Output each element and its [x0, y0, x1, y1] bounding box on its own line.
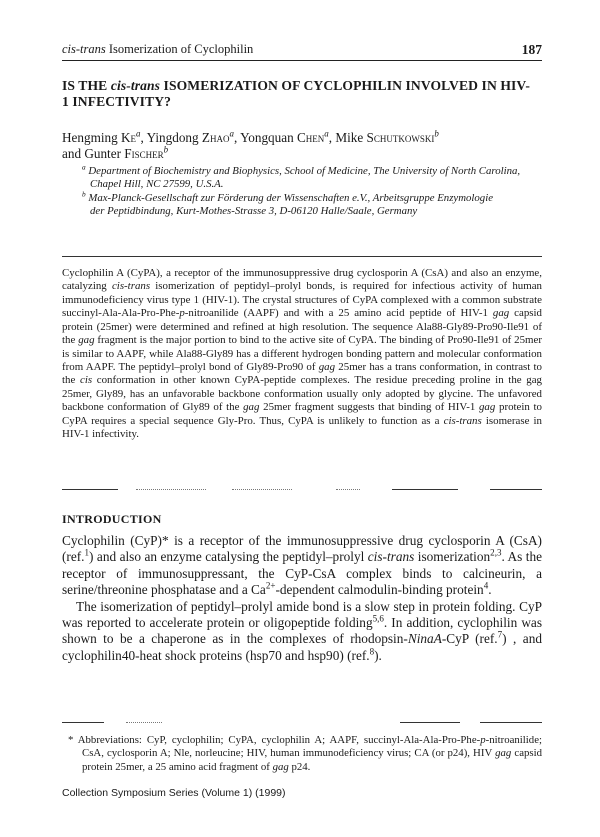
- abstract-top-rule: [62, 256, 542, 257]
- intro-paragraph-2: The isomerization of peptidyl–prolyl amide bond is a slow step in protein folding. CyP was reported to accelerate protein or oligopeptide folding$^{5,6}$. In addition, cyclophilin was shown to be a chaperone as in the complexes of rhodopsin-NinaA-CyP (ref.$^7$) , and cyclophilin40-heat shock proteins (hsp70 and hsp90) (ref.$^8$).: [62, 598, 543, 663]
- affiliations: [82, 162, 542, 219]
- author-list: Hengming Ke$^a$, Yingdong Zhao$^a$, Yongquan Chen$^a$, Mike Schutkowski$^b$ and Gunter Fischer$^b$: [62, 128, 439, 161]
- author-zhao: Yingdong Zhao$^a$: [146, 128, 234, 145]
- abstract-bottom-rule-5: [392, 489, 458, 490]
- intro-paragraph-1: Cyclophilin (CyP)* is a receptor of the immunosuppressive drug cyclosporin A (CsA) (ref.$^1$) and also an enzyme catalysing the peptidyl–prolyl cis-trans isomerization$^{2,3}$. As the receptor of immunosuppressant, the CyP-CsA complex binds to calcineurin, a serine/threonine phosphatase and a $Ca^{2+}$-dependent calmodulin-binding protein$^4$.: [62, 533, 542, 598]
- section-heading-introduction: INTRODUCTION: [62, 512, 162, 526]
- article-title: IS THE cis-trans ISOMERIZATION OF CYCLOPHILIN INVOLVED IN HIV-1 INFECTIVITY?: [62, 78, 530, 109]
- affiliation-a: $^a$ Department of Biochemistry and Biophysics, School of Medicine, The University of North Carolina, Chapel Hill, NC 27599, U.S.A.: [82, 162, 521, 191]
- page-footer: Collection Symposium Series (Volume 1) (1999): [62, 787, 286, 799]
- abstract-bottom-rule-3: [232, 489, 292, 490]
- abstract-bottom-rule-6: [490, 489, 542, 490]
- affiliation-b: $^b$ Max-Planck-Gesellschaft zur Förderung der Wissenschaften e.V., Arbeitsgruppe Enzymologie der Peptidbindung, Kurt-Mothes-Strasse 3, D-06120 Halle/Saale, Germany: [82, 189, 493, 218]
- footnote-rule-2: [126, 722, 162, 723]
- abstract-bottom-rule-2: [136, 489, 206, 490]
- footnote-abbreviations: * Abbreviations: CyP, cyclophilin; CyPA, cyclophilin A; AAPF, succinyl-Ala-Ala-Pro-Phe-p-nitroanilide; CsA, cyclosporin A; Nle, norleucine; HIV, human immunodeficiency virus; CA (or p24), HIV gag capsid protein 25mer, a 25 amino acid fragment of gag p24.: [68, 734, 542, 773]
- introduction-body: [62, 533, 542, 664]
- abstract: [62, 267, 542, 441]
- abstract-text: Cyclophilin A (CyPA), a receptor of the immunosuppressive drug cyclosporin A (CsA) and also an enzyme, catalyzing cis-trans isomerization of peptidyl–prolyl bonds, is required for infectious activity of human immunodeficiency virus type 1 (HIV-1). The crystal structures of CyPA complexed with a common substrate succinyl-Ala-Ala-Pro-Phe-p-nitroanilide (AAPF) and with a 25 amino acid peptide of HIV-1 gag capsid protein (25mer) were determined and refined at high resolution. The sequence Ala88-Gly89-Pro90-Ile91 of the gag fragment is the major portion to bind to the active site of CyPA. The binding of Pro90-Ile91 of 25mer is similar to AAPF, while Ala88-Gly89 has a different hydrogen bonding pattern and molecular conformation from AAPF. The peptidyl–prolyl bond of Gly89-Pro90 of gag 25mer has a trans conformation, in contrast to the cis conformation in other known CyPA-peptide complexes. The residue preceding proline in the gag 25mer, Gly89, has an unfavorable backbone conformation usually only adopted by glycine. The unfavored backbone conformation of Gly89 of the gag 25mer fragment suggests that binding of HIV-1 gag protein to CyPA requires a special sequence Gly-Pro. Thus, CyPA is unlikely to function as a cis-trans isomerase in HIV-1 infectivity.: [62, 267, 543, 441]
- author-schutkowski: Mike Schutkowski$^b$: [335, 128, 439, 145]
- abstract-bottom-rule-1: [62, 489, 118, 490]
- running-title: cis-trans Isomerization of Cyclophilin: [62, 42, 254, 56]
- author-chen: Yongquan Chen$^a$: [240, 128, 329, 145]
- running-header: [62, 42, 542, 61]
- abstract-bottom-rule-4: [336, 489, 360, 490]
- page-number: 187: [521, 42, 542, 57]
- author-ke: Hengming Ke$^a$: [62, 128, 141, 145]
- footnote-rule-3: [400, 722, 460, 723]
- footnote-rule-4: [480, 722, 542, 723]
- author-fischer: and Gunter Fischer$^b$: [62, 144, 169, 161]
- footnote-rule-1: [62, 722, 104, 723]
